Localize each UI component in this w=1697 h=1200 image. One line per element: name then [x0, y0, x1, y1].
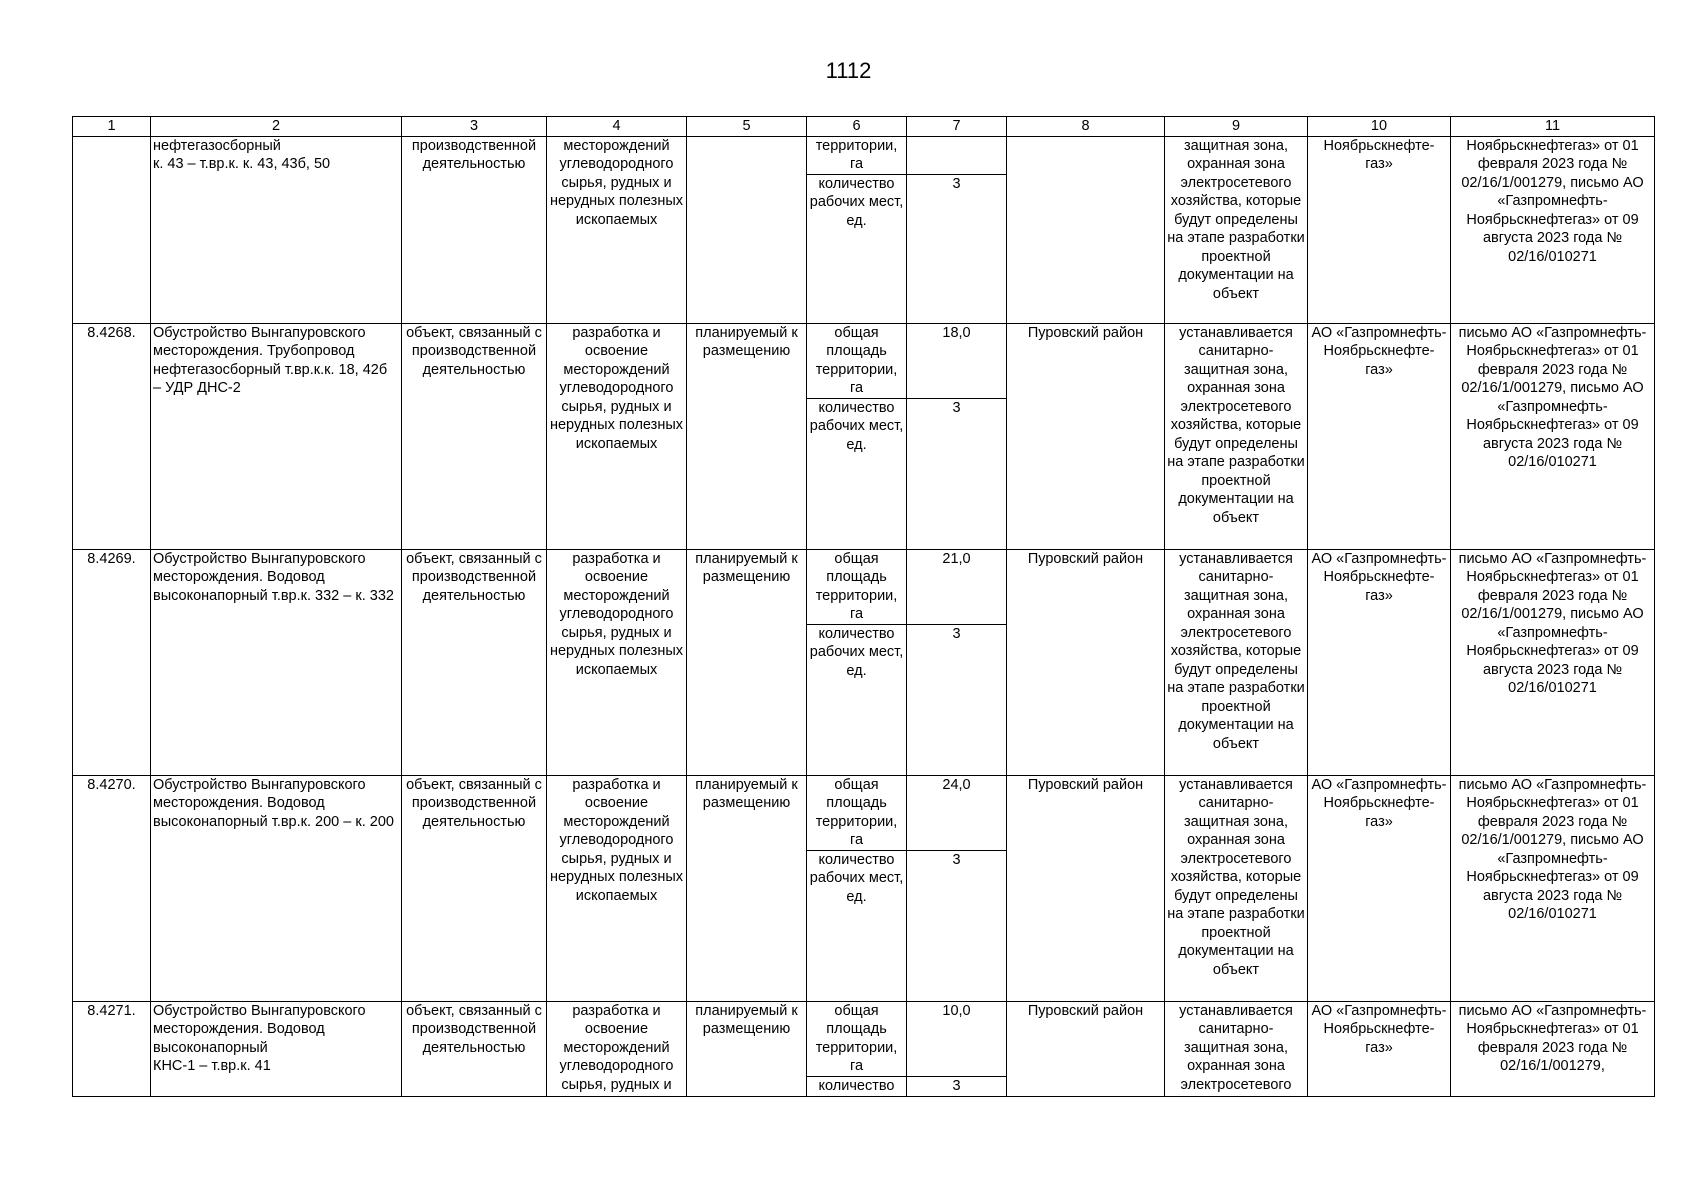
object-owner: АО «Газпромнефть-Ноябрьскнефте-газ» [1308, 323, 1451, 549]
object-name: Обустройство Вынгапуровского месторождения. Водовод высоконапорный КНС-1 – т.вр.к. 41 [151, 1001, 402, 1096]
object-purpose: разработка и освоение месторождений углеводородного сырья, рудных и [547, 1001, 687, 1096]
characteristic-jobs: количество рабочих мест, ед. [807, 174, 907, 323]
header-cell: 9 [1165, 117, 1308, 137]
page-number: 1112 [825, 58, 872, 83]
object-status: планируемый к размещению [687, 549, 807, 775]
object-owner: АО «Газпромнефть-Ноябрьскнефте-газ» [1308, 775, 1451, 1001]
object-basis: Ноябрьскнефтегаз» от 01 февраля 2023 года № 02/16/1/001279, письмо АО «Газпромнефть-Ноябрьскнефтегаз» от 09 августа 2023 года № 02/16/010271 [1451, 136, 1655, 323]
object-type: объект, связанный с производственной деятельностью [402, 775, 547, 1001]
value-area: 18,0 [907, 323, 1007, 398]
object-owner: АО «Газпромнефть-Ноябрьскнефте-газ» [1308, 1001, 1451, 1096]
object-location: Пуровский район [1007, 549, 1165, 775]
value-jobs: 3 [907, 1076, 1007, 1096]
header-cell: 10 [1308, 117, 1451, 137]
object-location: Пуровский район [1007, 775, 1165, 1001]
object-name: нефтегазосборный к. 43 – т.вр.к. к. 43, 43б, 50 [151, 136, 402, 323]
table-row [73, 136, 1655, 174]
object-purpose: месторождений углеводородного сырья, рудных и нерудных полезных ископаемых [547, 136, 687, 323]
row-number: 8.4270. [73, 775, 151, 1001]
object-location [1007, 136, 1165, 323]
header-cell: 1 [73, 117, 151, 137]
object-location: Пуровский район [1007, 1001, 1165, 1096]
header-cell: 5 [687, 117, 807, 137]
object-basis: письмо АО «Газпромнефть-Ноябрьскнефтегаз» от 01 февраля 2023 года № 02/16/1/001279, письмо АО «Газпромнефть-Ноябрьскнефтегаз» от 09 августа 2023 года № 02/16/010271 [1451, 775, 1655, 1001]
object-type: объект, связанный с производственной деятельностью [402, 323, 547, 549]
row-number: 8.4271. [73, 1001, 151, 1096]
characteristic-jobs: количество рабочих мест, ед. [807, 624, 907, 775]
header-cell: 3 [402, 117, 547, 137]
value-area: 24,0 [907, 775, 1007, 850]
object-purpose: разработка и освоение месторождений углеводородного сырья, рудных и нерудных полезных ископаемых [547, 775, 687, 1001]
object-basis: письмо АО «Газпромнефть-Ноябрьскнефтегаз» от 01 февраля 2023 года № 02/16/1/001279, [1451, 1001, 1655, 1096]
characteristic-area: территории, га [807, 136, 907, 174]
characteristic-jobs: количество [807, 1076, 907, 1096]
table-row [73, 1001, 1655, 1076]
object-owner: АО «Газпромнефть-Ноябрьскнефте-газ» [1308, 549, 1451, 775]
table-row [73, 549, 1655, 624]
characteristic-area: общая площадь территории, га [807, 775, 907, 850]
value-jobs: 3 [907, 850, 1007, 1001]
object-name: Обустройство Вынгапуровского месторождения. Трубопровод нефтегазосборный т.вр.к.к. 18, 42б – УДР ДНС-2 [151, 323, 402, 549]
object-name: Обустройство Вынгапуровского месторождения. Водовод высоконапорный т.вр.к. 332 – к. 332 [151, 549, 402, 775]
object-status: планируемый к размещению [687, 323, 807, 549]
value-jobs: 3 [907, 174, 1007, 323]
object-status: планируемый к размещению [687, 775, 807, 1001]
row-number: 8.4268. [73, 323, 151, 549]
table-row [73, 775, 1655, 850]
characteristic-jobs: количество рабочих мест, ед. [807, 398, 907, 549]
object-zones: устанавливается санитарно-защитная зона, охранная зона электросетевого хозяйства, которые будут определены на этапе разработки проектной документации на объект [1165, 549, 1308, 775]
header-cell: 11 [1451, 117, 1655, 137]
value-area [907, 136, 1007, 174]
object-name: Обустройство Вынгапуровского месторождения. Водовод высоконапорный т.вр.к. 200 – к. 200 [151, 775, 402, 1001]
object-status: планируемый к размещению [687, 1001, 807, 1096]
characteristic-area: общая площадь территории, га [807, 323, 907, 398]
object-zones: устанавливается санитарно-защитная зона, охранная зона электросетевого [1165, 1001, 1308, 1096]
header-cell: 4 [547, 117, 687, 137]
object-basis: письмо АО «Газпромнефть-Ноябрьскнефтегаз» от 01 февраля 2023 года № 02/16/1/001279, письмо АО «Газпромнефть-Ноябрьскнефтегаз» от 09 августа 2023 года № 02/16/010271 [1451, 549, 1655, 775]
header-cell: 7 [907, 117, 1007, 137]
object-owner: Ноябрьскнефте-газ» [1308, 136, 1451, 323]
object-type: производственной деятельностью [402, 136, 547, 323]
header-cell: 2 [151, 117, 402, 137]
object-status [687, 136, 807, 323]
table-row [73, 323, 1655, 398]
object-purpose: разработка и освоение месторождений углеводородного сырья, рудных и нерудных полезных ископаемых [547, 323, 687, 549]
column-number-header [73, 117, 1655, 137]
object-location: Пуровский район [1007, 323, 1165, 549]
characteristic-jobs: количество рабочих мест, ед. [807, 850, 907, 1001]
object-zones: защитная зона, охранная зона электросетевого хозяйства, которые будут определены на этапе разработки проектной документации на объект [1165, 136, 1308, 323]
register-table [72, 116, 1655, 1097]
row-number: 8.4269. [73, 549, 151, 775]
value-jobs: 3 [907, 398, 1007, 549]
characteristic-area: общая площадь территории, га [807, 1001, 907, 1076]
object-zones: устанавливается санитарно-защитная зона, охранная зона электросетевого хозяйства, которые будут определены на этапе разработки проектной документации на объект [1165, 775, 1308, 1001]
object-basis: письмо АО «Газпромнефть-Ноябрьскнефтегаз» от 01 февраля 2023 года № 02/16/1/001279, письмо АО «Газпромнефть-Ноябрьскнефтегаз» от 09 августа 2023 года № 02/16/010271 [1451, 323, 1655, 549]
object-zones: устанавливается санитарно-защитная зона, охранная зона электросетевого хозяйства, которые будут определены на этапе разработки проектной документации на объект [1165, 323, 1308, 549]
value-jobs: 3 [907, 624, 1007, 775]
header-cell: 8 [1007, 117, 1165, 137]
object-purpose: разработка и освоение месторождений углеводородного сырья, рудных и нерудных полезных ископаемых [547, 549, 687, 775]
row-number [73, 136, 151, 323]
characteristic-area: общая площадь территории, га [807, 549, 907, 624]
object-type: объект, связанный с производственной деятельностью [402, 549, 547, 775]
value-area: 21,0 [907, 549, 1007, 624]
value-area: 10,0 [907, 1001, 1007, 1076]
object-type: объект, связанный с производственной деятельностью [402, 1001, 547, 1096]
header-cell: 6 [807, 117, 907, 137]
